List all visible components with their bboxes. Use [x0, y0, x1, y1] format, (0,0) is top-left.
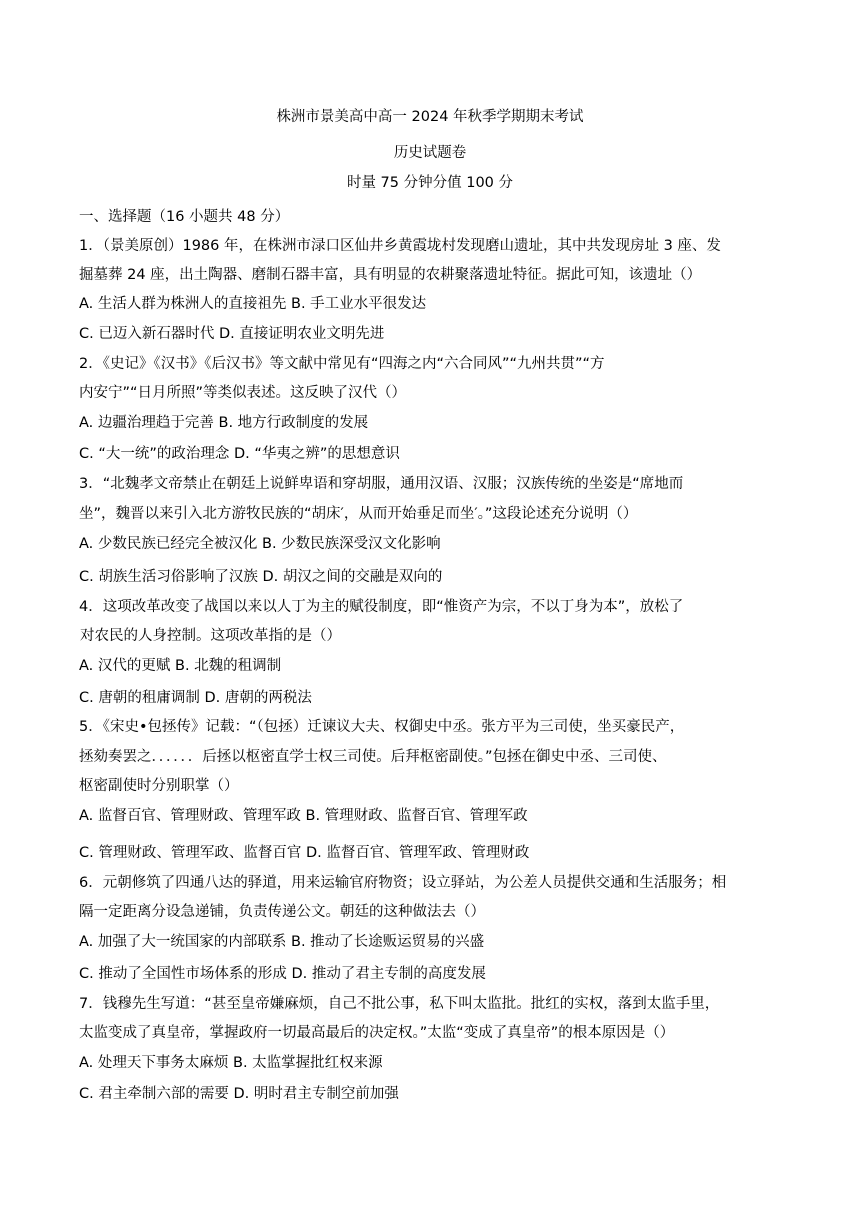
question-2-option-cd: C. “大一统”的政治理念 D. “华夷之辨”的思想意识 — [79, 446, 400, 462]
question-3-stem-line-2: 坐”，魏晋以来引入北方游牧民族的“胡床′，从而开始垂足而坐′。”这段论述充分说明（） — [79, 506, 638, 522]
question-1-option-cd: C. 已迈入新石器时代 D. 直接证明农业文明先进 — [79, 326, 385, 342]
question-7-option-ab: A. 处理天下事务太麻烦 B. 太监掌握批红权来源 — [79, 1055, 383, 1071]
exam-title: 株洲市景美高中高一 2024 年秋季学期期末考试 — [276, 109, 584, 125]
question-1-option-ab: A. 生活人群为株洲人的直接祖先 B. 手工业水平很发达 — [79, 296, 427, 312]
question-4-stem-line-2: 对农民的人身控制。这项改革指的是（） — [80, 628, 341, 644]
question-4-option-ab: A. 汉代的更赋 B. 北魏的租调制 — [79, 658, 282, 674]
question-4-stem-line-1: 4．这项改革改变了战国以来以人丁为主的赋役制度，即“惟资产为宗，不以丁身为本”，放松了 — [79, 599, 684, 615]
question-3-option-cd: C. 胡族生活习俗影响了汉族 D. 胡汉之间的交融是双向的 — [79, 569, 443, 585]
question-5-stem-line-1: 5．《宋史•包拯传》记载：“（包拯）迁谏议大夫、权御史中丞。张方平为三司使，坐买豪民产， — [79, 719, 685, 735]
question-6-option-ab: A. 加强了大一统国家的内部联系 B. 推动了长途贩运贸易的兴盛 — [79, 934, 485, 950]
question-3-option-ab: A. 少数民族已经完全被汉化 B. 少数民族深受汉文化影响 — [79, 536, 441, 552]
question-7-stem-line-1: 7．钱穆先生写道：“甚至皇帝嫌麻烦，自己不批公事，私下叫太监批。批红的实权，落到太监手里， — [79, 996, 720, 1012]
question-5-stem-line-3: 枢密副使时分别职掌（） — [79, 778, 239, 794]
question-3-stem-line-1: 3．“北魏孝文帝禁止在朝廷上说鲜卑语和穿胡服，通用汉语、汉服；汉族传统的坐姿是“席地而 — [79, 476, 684, 492]
exam-meta: 时量 75 分钟分值 100 分 — [346, 175, 514, 191]
question-6-stem-line-2: 隔一定距离分设急递铺，负责传递公文。朝廷的这种做法去（） — [79, 904, 485, 920]
exam-subtitle: 历史试题卷 — [393, 145, 467, 161]
question-5-stem-line-2: 拯劾奏罢之．．．．．．后拯以枢密直学士权三司使。后拜枢密副使。”包拯在御史中丞、三司使、 — [79, 749, 667, 765]
section-label: 一、选择题（16 小题共 48 分） — [79, 209, 290, 225]
question-2-stem-line-2: 内安宁”“日月所照”等类似表述。这反映了汉代（） — [79, 385, 407, 401]
question-4-option-cd: C. 唐朝的租庸调制 D. 唐朝的两税法 — [79, 690, 312, 706]
question-2-stem-line-1: 2．《史记》《汉书》《后汉书》等文献中常见有“四海之内“六合同风”“九州共贯”“方 — [79, 356, 605, 372]
question-6-stem-line-1: 6．元朝修筑了四通八达的驿道，用来运输官府物资；设立驿站，为公差人员提供交通和生活服务；相 — [79, 875, 727, 891]
question-6-option-cd: C. 推动了全国性市场体系的形成 D. 推动了君主专制的高度发展 — [79, 966, 486, 982]
question-1-stem-line-1: 1．（景美原创）1986 年，在株洲市渌口区仙井乡黄霞垅村发现磨山遗址，其中共发现房址 3 座、发 — [79, 238, 721, 254]
question-5-option-ab: A. 监督百官、管理财政、管理军政 B. 管理财政、监督百官、管理军政 — [79, 808, 528, 824]
question-7-stem-line-2: 太监变成了真皇帝，掌握政府一切最高最后的决定权。”太监“变成了真皇帝”的根本原因是（） — [79, 1025, 675, 1041]
question-7-option-cd: C. 君主牵制六部的需要 D. 明时君主专制空前加强 — [79, 1086, 399, 1102]
question-1-stem-line-2: 掘墓葬 24 座，出土陶器、磨制石器丰富，具有明显的农耕聚落遗址特征。据此可知，该遗址（） — [79, 267, 702, 283]
question-5-option-cd: C. 管理财政、管理军政、监督百官 D. 监督百官、管理军政、管理财政 — [79, 845, 530, 861]
question-2-option-ab: A. 边疆治理趋于完善 B. 地方行政制度的发展 — [79, 415, 369, 431]
